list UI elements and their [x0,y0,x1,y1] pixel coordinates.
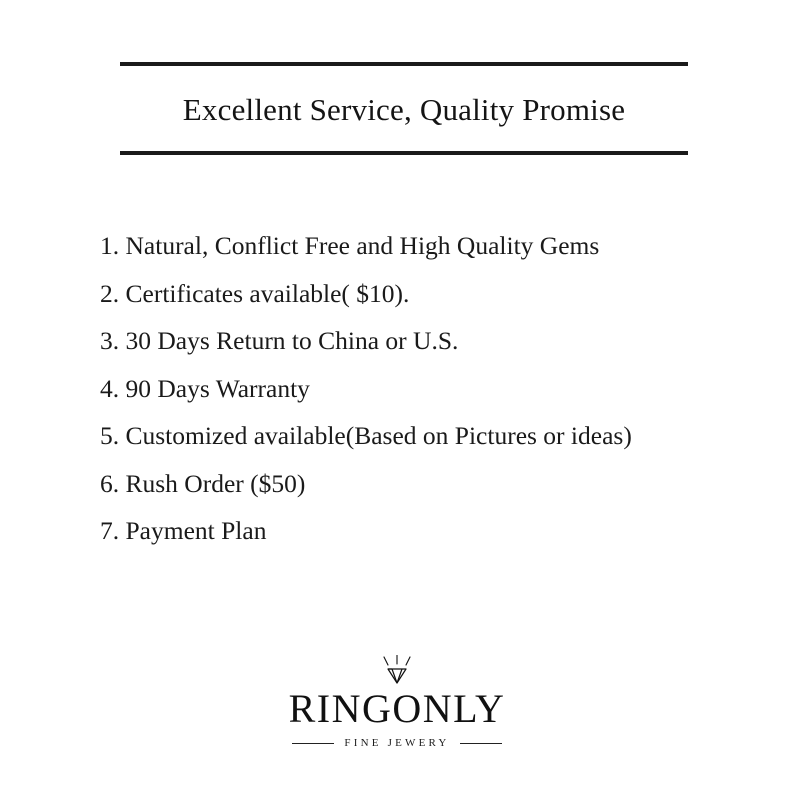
brand-tagline: FINE JEWERY [344,737,450,749]
page-title: Excellent Service, Quality Promise [182,92,626,127]
list-item: 2. Certificates available( $10). [100,278,410,308]
brand-logo [0,655,794,749]
list-item: 1. Natural, Conflict Free and High Quality Gems [100,231,600,260]
promise-list [100,222,720,555]
list-item: 7. Payment Plan [100,516,267,545]
brand-name: RINGONLY [288,686,506,731]
header-block [120,62,688,155]
list-item: 3. 30 Days Return to China or U.S. [100,326,459,355]
list-item: 4. 90 Days Warranty [100,373,310,403]
list-item: 5. Customized available(Based on Pictures or ideas) [100,421,632,450]
list-item: 6. Rush Order ($50) [100,468,306,498]
brand-tagline-row [0,737,794,749]
diamond-icon [367,655,427,685]
header-rule-bottom [120,151,688,155]
tagline-dash-left [292,743,334,744]
tagline-dash-right [460,743,502,744]
